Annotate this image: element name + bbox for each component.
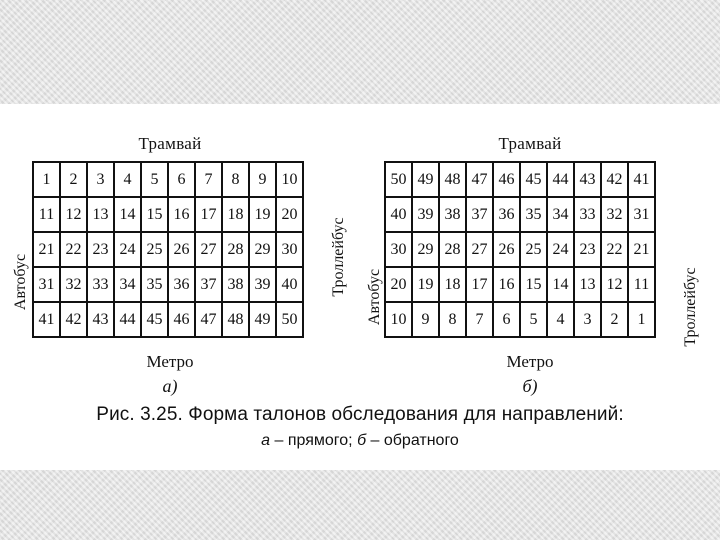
grid-row (33, 162, 303, 197)
figure-caption (0, 404, 720, 450)
figure-b-top-label: Трамвай (498, 134, 562, 153)
figure-a-coupon-grid (32, 161, 304, 338)
grid-cell: 48 (222, 302, 249, 337)
grid-cell: 34 (114, 267, 141, 302)
grid-cell: 15 (141, 197, 168, 232)
grid-cell: 49 (412, 162, 439, 197)
grid-cell: 23 (574, 232, 601, 267)
grid-cell: 26 (168, 232, 195, 267)
grid-row (385, 197, 655, 232)
grid-cell: 10 (385, 302, 412, 337)
grid-cell: 18 (439, 267, 466, 302)
grid-cell: 7 (466, 302, 493, 337)
grid-cell: 33 (87, 267, 114, 302)
grid-cell: 18 (222, 197, 249, 232)
grid-cell: 49 (249, 302, 276, 337)
grid-cell: 24 (547, 232, 574, 267)
figure-a-left-label: Автобус (12, 253, 29, 311)
grid-row (385, 302, 655, 337)
caption-legend (0, 432, 720, 450)
grid-cell: 39 (412, 197, 439, 232)
grid-row (385, 162, 655, 197)
grid-cell: 42 (601, 162, 628, 197)
grid-cell: 44 (547, 162, 574, 197)
grid-cell: 27 (195, 232, 222, 267)
grid-cell: 37 (195, 267, 222, 302)
figure-a (12, 134, 356, 404)
grid-cell: 46 (493, 162, 520, 197)
grid-row (33, 232, 303, 267)
figure-a-top-label: Трамвай (138, 134, 202, 153)
grid-cell: 12 (60, 197, 87, 232)
grid-cell: 38 (222, 267, 249, 302)
grid-cell: 17 (195, 197, 222, 232)
grid-cell: 19 (412, 267, 439, 302)
grid-cell: 31 (33, 267, 60, 302)
slide-page (0, 104, 720, 470)
grid-cell: 30 (276, 232, 303, 267)
grid-cell: 3 (87, 162, 114, 197)
grid-cell: 34 (547, 197, 574, 232)
grid-cell: 43 (87, 302, 114, 337)
grid-cell: 46 (168, 302, 195, 337)
grid-row (385, 267, 655, 302)
figure-a-right-label: Троллейбус (330, 217, 347, 297)
grid-cell: 10 (276, 162, 303, 197)
grid-cell: 6 (493, 302, 520, 337)
grid-cell: 9 (412, 302, 439, 337)
grid-cell: 37 (466, 197, 493, 232)
grid-cell: 39 (249, 267, 276, 302)
grid-cell: 5 (141, 162, 168, 197)
grid-cell: 3 (574, 302, 601, 337)
grid-cell: 35 (520, 197, 547, 232)
grid-cell: 28 (439, 232, 466, 267)
grid-cell: 41 (33, 302, 60, 337)
grid-cell: 31 (628, 197, 655, 232)
grid-cell: 22 (601, 232, 628, 267)
grid-cell: 16 (493, 267, 520, 302)
figure-b-sub-label: б) (522, 376, 538, 396)
figure-b-right-label: Троллейбус (682, 267, 699, 347)
grid-cell: 22 (60, 232, 87, 267)
caption-legend-b-text: – обратного (366, 432, 459, 449)
grid-row (33, 302, 303, 337)
grid-cell: 47 (195, 302, 222, 337)
grid-row (385, 232, 655, 267)
caption-legend-a-letter: а (261, 432, 271, 449)
grid-cell: 25 (520, 232, 547, 267)
grid-cell: 15 (520, 267, 547, 302)
grid-cell: 11 (33, 197, 60, 232)
grid-cell: 27 (466, 232, 493, 267)
grid-cell: 33 (574, 197, 601, 232)
grid-cell: 19 (249, 197, 276, 232)
grid-cell: 40 (385, 197, 412, 232)
grid-cell: 4 (114, 162, 141, 197)
grid-cell: 50 (385, 162, 412, 197)
grid-cell: 16 (168, 197, 195, 232)
grid-cell: 11 (628, 267, 655, 302)
figure-a-bottom-label: Метро (146, 352, 194, 371)
grid-cell: 5 (520, 302, 547, 337)
grid-cell: 29 (412, 232, 439, 267)
grid-cell: 47 (466, 162, 493, 197)
grid-cell: 20 (276, 197, 303, 232)
grid-row (33, 197, 303, 232)
grid-cell: 20 (385, 267, 412, 302)
grid-cell: 45 (141, 302, 168, 337)
caption-legend-a-text: – прямого; (270, 432, 358, 449)
grid-cell: 13 (87, 197, 114, 232)
grid-cell: 45 (520, 162, 547, 197)
grid-cell: 30 (385, 232, 412, 267)
grid-cell: 21 (628, 232, 655, 267)
figure-b (363, 134, 703, 404)
grid-cell: 35 (141, 267, 168, 302)
grid-cell: 26 (493, 232, 520, 267)
background-band-bottom (0, 470, 720, 540)
grid-cell: 43 (574, 162, 601, 197)
grid-cell: 2 (601, 302, 628, 337)
grid-cell: 29 (249, 232, 276, 267)
grid-cell: 12 (601, 267, 628, 302)
grid-cell: 40 (276, 267, 303, 302)
grid-cell: 42 (60, 302, 87, 337)
figure-b-left-label: Автобус (366, 268, 383, 326)
figure-b-bottom-label: Метро (506, 352, 554, 371)
grid-cell: 38 (439, 197, 466, 232)
grid-cell: 48 (439, 162, 466, 197)
grid-cell: 28 (222, 232, 249, 267)
grid-cell: 14 (114, 197, 141, 232)
grid-cell: 1 (628, 302, 655, 337)
figure-a-sub-label: а) (162, 376, 178, 396)
grid-cell: 8 (222, 162, 249, 197)
grid-cell: 6 (168, 162, 195, 197)
caption-title: Рис. 3.25. Форма талонов обследования для направлений: (96, 404, 624, 425)
grid-cell: 25 (141, 232, 168, 267)
grid-cell: 1 (33, 162, 60, 197)
grid-cell: 44 (114, 302, 141, 337)
grid-cell: 21 (33, 232, 60, 267)
grid-cell: 32 (601, 197, 628, 232)
grid-cell: 9 (249, 162, 276, 197)
grid-cell: 14 (547, 267, 574, 302)
grid-cell: 50 (276, 302, 303, 337)
caption-legend-b-letter: б (357, 432, 367, 449)
background-band-top (0, 0, 720, 104)
grid-cell: 7 (195, 162, 222, 197)
grid-cell: 32 (60, 267, 87, 302)
grid-cell: 4 (547, 302, 574, 337)
figure-b-coupon-grid (384, 161, 656, 338)
grid-cell: 2 (60, 162, 87, 197)
grid-cell: 36 (168, 267, 195, 302)
grid-cell: 24 (114, 232, 141, 267)
grid-cell: 36 (493, 197, 520, 232)
grid-cell: 8 (439, 302, 466, 337)
grid-cell: 17 (466, 267, 493, 302)
grid-row (33, 267, 303, 302)
grid-cell: 41 (628, 162, 655, 197)
grid-cell: 13 (574, 267, 601, 302)
grid-cell: 23 (87, 232, 114, 267)
